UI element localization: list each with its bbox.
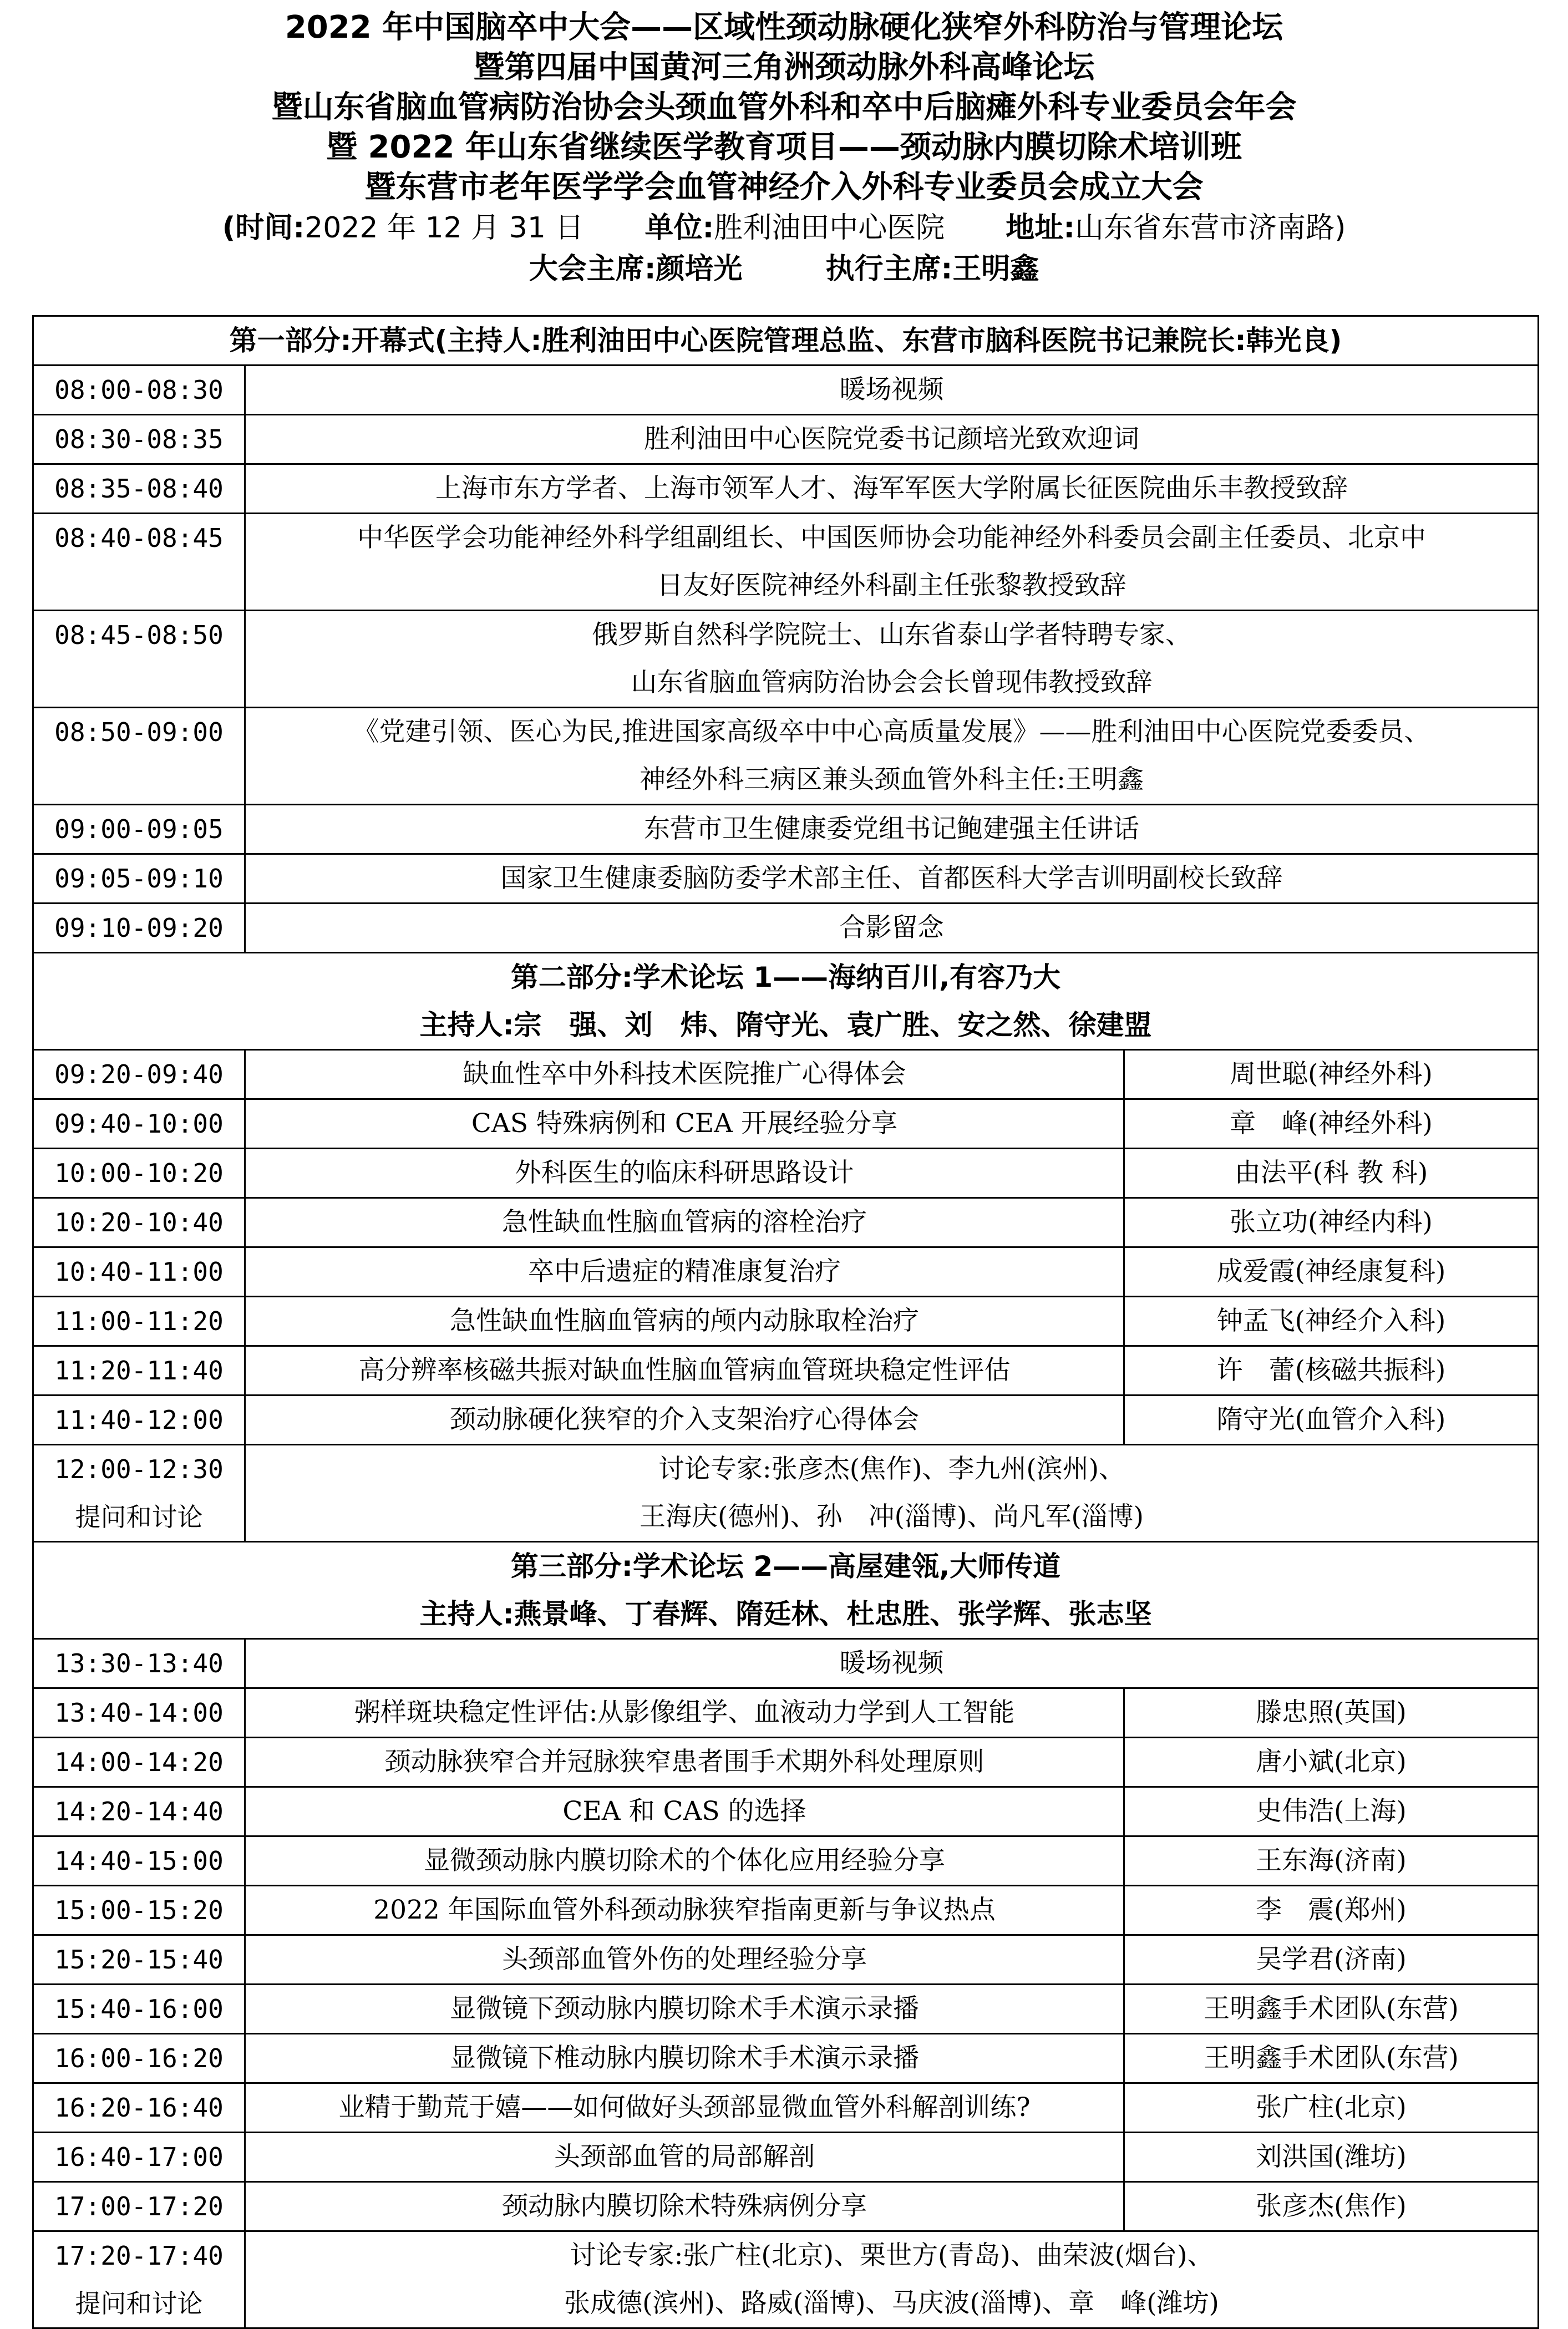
table-row xyxy=(33,1050,1539,1099)
table-row xyxy=(33,1149,1539,1198)
section-title-part3 xyxy=(33,1542,1539,1639)
time-cell: 15:20-15:40 xyxy=(33,1935,245,1985)
speaker-cell: 唐小斌(北京) xyxy=(1124,1738,1539,1787)
time-cell: 09:05-09:10 xyxy=(33,854,245,904)
title-line: 暨山东省脑血管病防治协会头颈血管外科和卒中后脑瘫外科专业委员会年会 xyxy=(271,89,1297,125)
item-cell: 暖场视频 xyxy=(245,366,1539,415)
topic-cell: 显微颈动脉内膜切除术的个体化应用经验分享 xyxy=(245,1836,1124,1886)
table-row xyxy=(33,2182,1539,2231)
discussion-line: 讨论专家:张广柱(北京)、栗世方(青岛)、曲荣波(烟台)、 xyxy=(570,2240,1214,2271)
exec-chair-label: 执行主席: xyxy=(825,252,953,286)
item-cell xyxy=(245,708,1539,805)
topic-cell: 头颈部血管外伤的处理经验分享 xyxy=(245,1935,1124,1985)
item-line: 山东省脑血管病防治协会会长曾现伟教授致辞 xyxy=(631,667,1153,698)
speaker-cell: 成爱霞(神经康复科) xyxy=(1124,1247,1539,1297)
agenda-header xyxy=(0,0,1568,290)
topic-cell: 颈动脉内膜切除术特殊病例分享 xyxy=(245,2182,1124,2231)
time-cell: 08:30-08:35 xyxy=(33,415,245,464)
time-cell: 14:40-15:00 xyxy=(33,1836,245,1886)
time-cell: 13:30-13:40 xyxy=(33,1639,245,1688)
time-cell: 16:40-17:00 xyxy=(33,2133,245,2182)
chairs-line xyxy=(0,248,1568,290)
time-cell: 08:45-08:50 xyxy=(33,611,245,708)
time-label: 时间: xyxy=(235,211,305,245)
item-cell xyxy=(245,514,1539,611)
speaker-cell: 刘洪国(潍坊) xyxy=(1124,2133,1539,2182)
table-row xyxy=(33,854,1539,904)
table-row xyxy=(33,2231,1539,2328)
discussion-label: 提问和讨论 xyxy=(75,2289,203,2318)
time-cell: 15:40-16:00 xyxy=(33,1985,245,2034)
topic-cell: 粥样斑块稳定性评估:从影像组学、血液动力学到人工智能 xyxy=(245,1688,1124,1738)
section-title: 第三部分:学术论坛 2——高屋建瓴,大师传道 xyxy=(510,1550,1061,1582)
item-cell xyxy=(245,611,1539,708)
time-cell xyxy=(33,1445,245,1542)
topic-cell: 头颈部血管的局部解剖 xyxy=(245,2133,1124,2182)
time-cell: 10:00-10:20 xyxy=(33,1149,245,1198)
topic-cell: 急性缺血性脑血管病的溶栓治疗 xyxy=(245,1198,1124,1247)
item-line: 中华医学会功能神经外科学组副组长、中国医师协会功能神经外科委员会副主任委员、北京中 xyxy=(357,522,1427,553)
topic-cell: CEA 和 CAS 的选择 xyxy=(245,1787,1124,1836)
speaker-cell: 史伟浩(上海) xyxy=(1124,1787,1539,1836)
time-cell xyxy=(33,2231,245,2328)
time-cell: 08:35-08:40 xyxy=(33,464,245,514)
item-line: 《党建引领、医心为民,推进国家高级卒中中心高质量发展》——胜利油田中心医院党委委员、 xyxy=(353,717,1430,747)
table-row xyxy=(33,1297,1539,1346)
speaker-cell: 吴学君(济南) xyxy=(1124,1935,1539,1985)
speaker-cell: 隋守光(血管介入科) xyxy=(1124,1396,1539,1445)
time-cell: 11:00-11:20 xyxy=(33,1297,245,1346)
discussion-label: 提问和讨论 xyxy=(75,1502,203,1532)
topic-cell: 卒中后遗症的精准康复治疗 xyxy=(245,1247,1124,1297)
title-line: 2022 年中国脑卒中大会——区域性颈动脉硬化狭窄外科防治与管理论坛 xyxy=(285,9,1283,45)
item-line: 神经外科三病区兼头颈血管外科主任:王明鑫 xyxy=(640,764,1144,795)
speaker-cell: 张立功(神经内科) xyxy=(1124,1198,1539,1247)
title-line: 暨东营市老年医学学会血管神经介入外科专业委员会成立大会 xyxy=(364,169,1204,205)
time-cell: 08:50-09:00 xyxy=(33,708,245,805)
title-line: 暨第四届中国黄河三角洲颈动脉外科高峰论坛 xyxy=(473,49,1095,85)
table-row xyxy=(33,1639,1539,1688)
table-row xyxy=(33,1346,1539,1396)
item-cell: 国家卫生健康委脑防委学术部主任、首都医科大学吉训明副校长致辞 xyxy=(245,854,1539,904)
time-value: 2022 年 12 月 31 日 xyxy=(305,211,584,245)
section-title: 第二部分:学术论坛 1——海纳百川,有容乃大 xyxy=(510,961,1061,993)
section-hosts: 主持人:宗 强、刘 炜、隋守光、袁广胜、安之然、徐建盟 xyxy=(419,1009,1152,1041)
section-title-part1: 第一部分:开幕式(主持人:胜利油田中心医院管理总监、东营市脑科医院书记兼院长:韩光良) xyxy=(33,316,1539,366)
time-cell: 11:20-11:40 xyxy=(33,1346,245,1396)
time-cell: 13:40-14:00 xyxy=(33,1688,245,1738)
table-row xyxy=(33,611,1539,708)
topic-cell: CAS 特殊病例和 CEA 开展经验分享 xyxy=(245,1099,1124,1149)
topic-cell: 颈动脉狭窄合并冠脉狭窄患者围手术期外科处理原则 xyxy=(245,1738,1124,1787)
time-cell: 16:20-16:40 xyxy=(33,2083,245,2133)
speaker-cell: 钟孟飞(神经介入科) xyxy=(1124,1297,1539,1346)
speaker-cell: 周世聪(神经外科) xyxy=(1124,1050,1539,1099)
discussion-cell xyxy=(245,2231,1539,2328)
time-cell: 09:40-10:00 xyxy=(33,1099,245,1149)
time-cell: 09:20-09:40 xyxy=(33,1050,245,1099)
time-cell: 15:00-15:20 xyxy=(33,1886,245,1935)
discussion-time: 17:20-17:40 xyxy=(54,2241,224,2271)
time-cell: 11:40-12:00 xyxy=(33,1396,245,1445)
time-cell: 08:00-08:30 xyxy=(33,366,245,415)
speaker-cell: 章 峰(神经外科) xyxy=(1124,1099,1539,1149)
table-row xyxy=(33,904,1539,953)
table-row xyxy=(33,2034,1539,2083)
table-row xyxy=(33,1935,1539,1985)
topic-cell: 急性缺血性脑血管病的颅内动脉取栓治疗 xyxy=(245,1297,1124,1346)
table-row xyxy=(33,1445,1539,1542)
topic-cell: 显微镜下椎动脉内膜切除术手术演示录播 xyxy=(245,2034,1124,2083)
table-row xyxy=(33,2083,1539,2133)
time-cell: 09:10-09:20 xyxy=(33,904,245,953)
time-cell: 08:40-08:45 xyxy=(33,514,245,611)
discussion-time: 12:00-12:30 xyxy=(54,1454,224,1484)
speaker-cell: 许 蕾(核磁共振科) xyxy=(1124,1346,1539,1396)
discussion-line: 讨论专家:张彦杰(焦作)、李九州(滨州)、 xyxy=(658,1454,1125,1484)
table-row xyxy=(33,464,1539,514)
time-cell: 16:00-16:20 xyxy=(33,2034,245,2083)
item-cell: 胜利油田中心医院党委书记颜培光致欢迎词 xyxy=(245,415,1539,464)
time-cell: 09:00-09:05 xyxy=(33,805,245,854)
section-title-part2 xyxy=(33,953,1539,1050)
time-cell: 17:00-17:20 xyxy=(33,2182,245,2231)
item-line: 日友好医院神经外科副主任张黎教授致辞 xyxy=(657,570,1126,601)
address-value: 山东省东营市济南路) xyxy=(1075,211,1346,245)
topic-cell: 缺血性卒中外科技术医院推广心得体会 xyxy=(245,1050,1124,1099)
table-row xyxy=(33,1247,1539,1297)
topic-cell: 业精于勤荒于嬉——如何做好头颈部显微血管外科解剖训练? xyxy=(245,2083,1124,2133)
table-row xyxy=(33,2133,1539,2182)
speaker-cell: 李 震(郑州) xyxy=(1124,1886,1539,1935)
agenda-table xyxy=(32,315,1539,2329)
item-cell: 上海市东方学者、上海市领军人才、海军军医大学附属长征医院曲乐丰教授致辞 xyxy=(245,464,1539,514)
chair-value: 颜培光 xyxy=(656,252,743,286)
table-row xyxy=(33,1886,1539,1935)
speaker-cell: 张彦杰(焦作) xyxy=(1124,2182,1539,2231)
topic-cell: 颈动脉硬化狭窄的介入支架治疗心得体会 xyxy=(245,1396,1124,1445)
discussion-line: 王海庆(德州)、孙 冲(淄博)、尚凡军(淄博) xyxy=(640,1501,1144,1532)
table-row xyxy=(33,1836,1539,1886)
table-row xyxy=(33,514,1539,611)
time-cell: 14:20-14:40 xyxy=(33,1787,245,1836)
discussion-cell xyxy=(245,1445,1539,1542)
table-row xyxy=(33,708,1539,805)
topic-cell: 外科医生的临床科研思路设计 xyxy=(245,1149,1124,1198)
unit-value: 胜利油田中心医院 xyxy=(714,211,945,245)
open-paren: ( xyxy=(222,211,236,245)
exec-chair-value: 王明鑫 xyxy=(952,252,1039,286)
section-hosts: 主持人:燕景峰、丁春辉、隋廷林、杜忠胜、张学辉、张志坚 xyxy=(419,1598,1152,1630)
table-row xyxy=(33,415,1539,464)
topic-cell: 高分辨率核磁共振对缺血性脑血管病血管斑块稳定性评估 xyxy=(245,1346,1124,1396)
address-label: 地址: xyxy=(1006,211,1075,245)
item-line: 俄罗斯自然科学院院士、山东省泰山学者特聘专家、 xyxy=(592,620,1192,650)
time-cell: 10:40-11:00 xyxy=(33,1247,245,1297)
speaker-cell: 张广柱(北京) xyxy=(1124,2083,1539,2133)
table-row xyxy=(33,1738,1539,1787)
time-cell: 14:00-14:20 xyxy=(33,1738,245,1787)
item-cell: 暖场视频 xyxy=(245,1639,1539,1688)
chair-label: 大会主席: xyxy=(529,252,656,286)
table-row xyxy=(33,1198,1539,1247)
table-row xyxy=(33,1099,1539,1149)
table-row xyxy=(33,1787,1539,1836)
item-cell: 合影留念 xyxy=(245,904,1539,953)
time-cell: 10:20-10:40 xyxy=(33,1198,245,1247)
speaker-cell: 王东海(济南) xyxy=(1124,1836,1539,1886)
speaker-cell: 王明鑫手术团队(东营) xyxy=(1124,2034,1539,2083)
table-row xyxy=(33,1985,1539,2034)
speaker-cell: 王明鑫手术团队(东营) xyxy=(1124,1985,1539,2034)
title-line: 暨 2022 年山东省继续医学教育项目——颈动脉内膜切除术培训班 xyxy=(326,129,1242,165)
discussion-line: 张成德(滨州)、路威(淄博)、马庆波(淄博)、章 峰(潍坊) xyxy=(564,2288,1219,2318)
topic-cell: 2022 年国际血管外科颈动脉狭窄指南更新与争议热点 xyxy=(245,1886,1124,1935)
speaker-cell: 滕忠照(英国) xyxy=(1124,1688,1539,1738)
unit-label: 单位: xyxy=(645,211,714,245)
table-row xyxy=(33,805,1539,854)
item-cell: 东营市卫生健康委党组书记鲍建强主任讲话 xyxy=(245,805,1539,854)
table-row xyxy=(33,366,1539,415)
table-row xyxy=(33,1688,1539,1738)
table-row xyxy=(33,1396,1539,1445)
topic-cell: 显微镜下颈动脉内膜切除术手术演示录播 xyxy=(245,1985,1124,2034)
speaker-cell: 由法平(科 教 科) xyxy=(1124,1149,1539,1198)
event-info-line xyxy=(0,207,1568,248)
